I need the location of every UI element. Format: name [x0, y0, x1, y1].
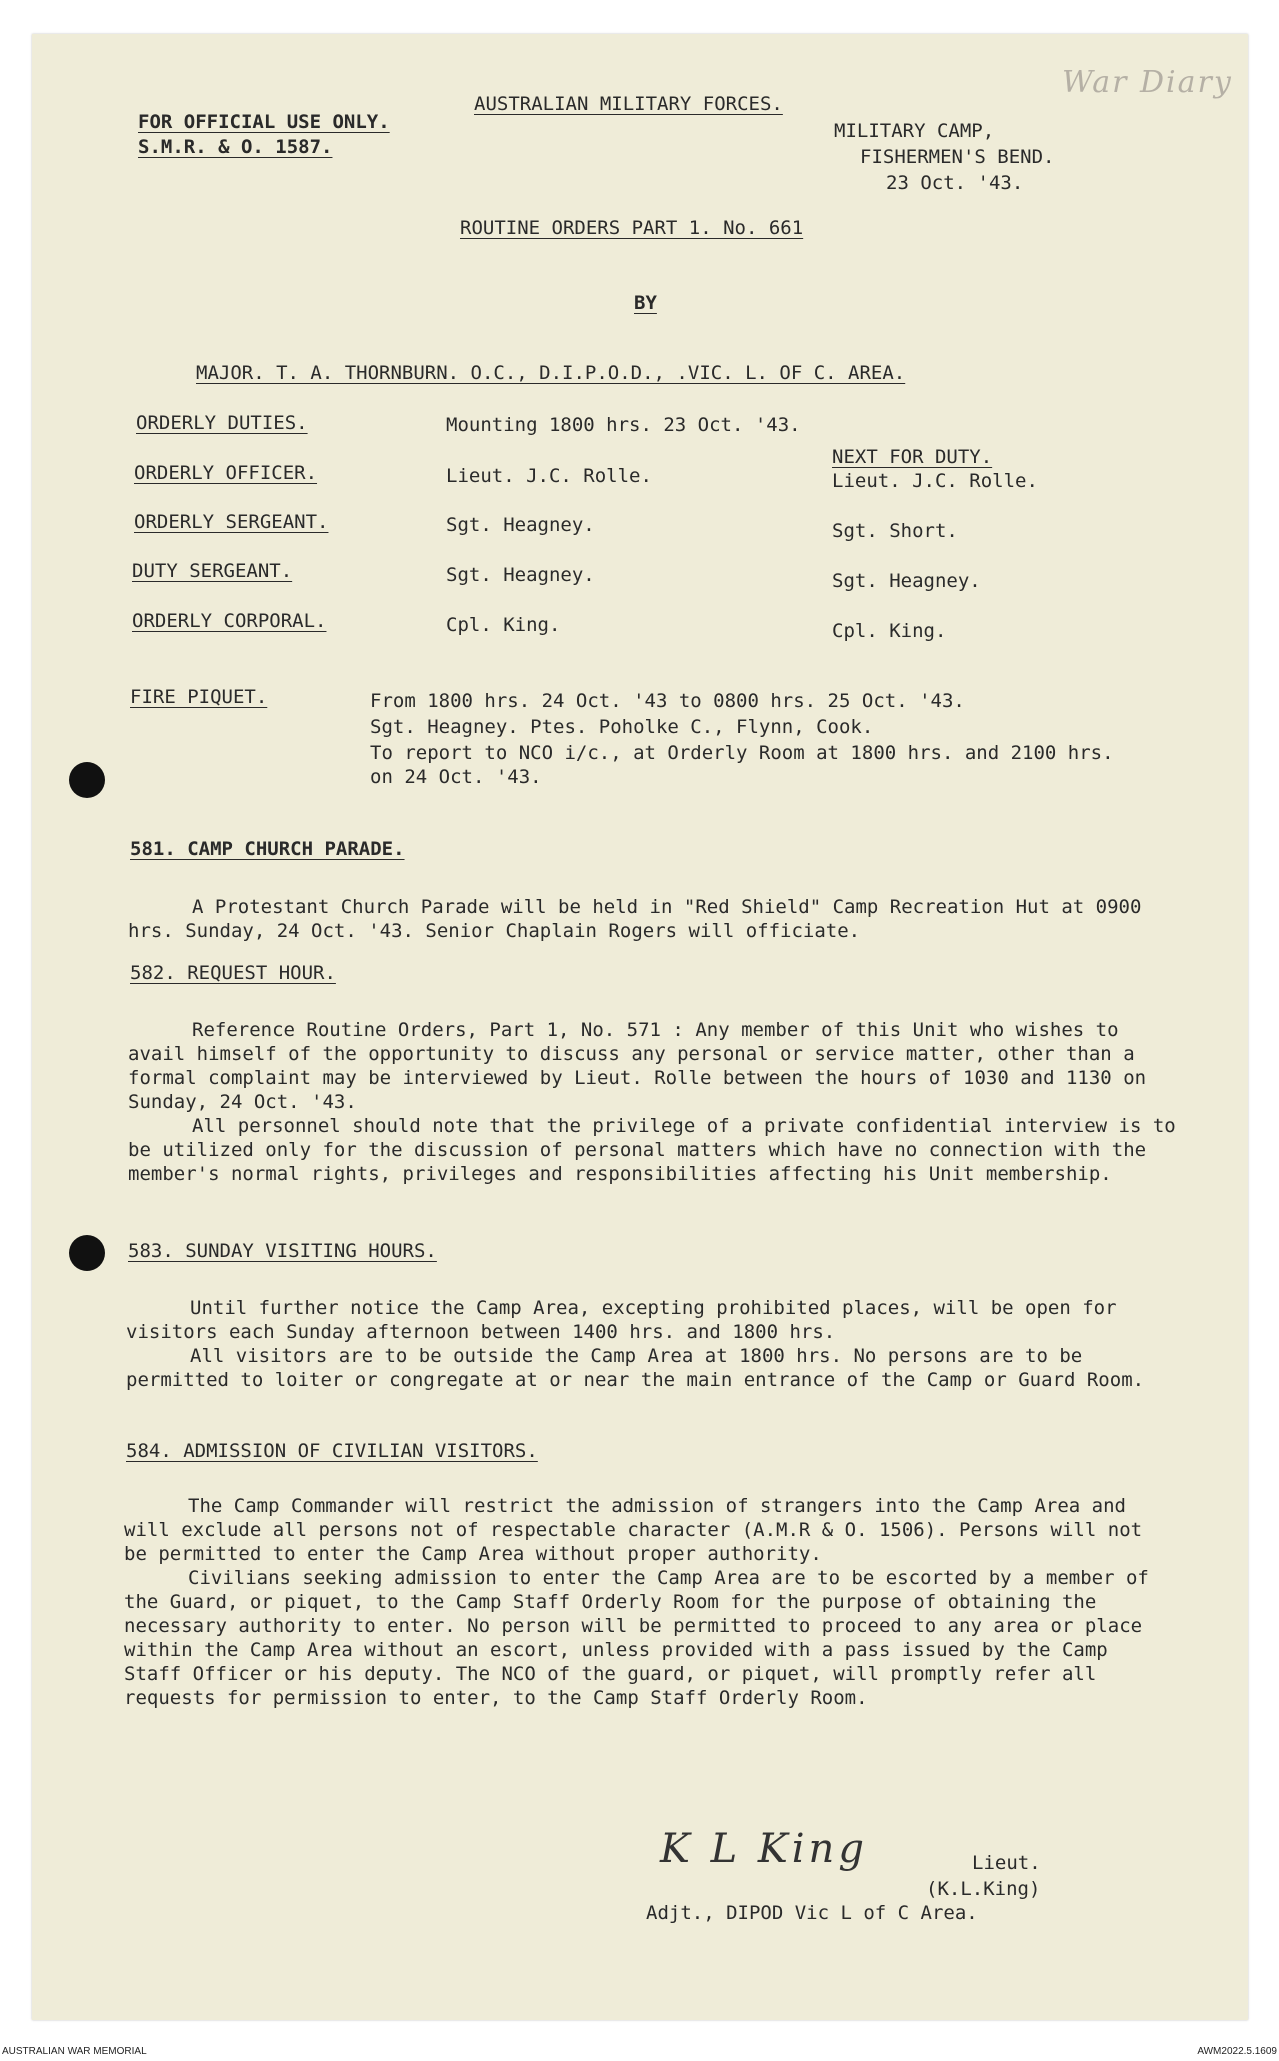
fire-piquet-line: From 1800 hrs. 24 Oct. '43 to 0800 hrs. 25 Oct. '43.: [370, 690, 965, 712]
footer-institution: AUSTRALIAN WAR MEMORIAL: [2, 2046, 147, 2057]
section-paragraph: Civilians seeking admission to enter the Camp Area are to be escorted by a member of the Guard, or piquet, to the Camp Staff Orderly Room for the purpose of obtaining the necessary authority to enter. No person will be permitted to proceed to any area or place within the Camp Area without an escort, unless provided with a pass issued by the Camp Staff Officer or his deputy. The NCO of the guard, or piquet, will promptly refer all requests for permission to enter, to the Camp Staff Orderly Room.: [124, 1567, 1149, 1709]
order-date: 23 Oct. '43.: [886, 172, 1024, 194]
duty-current: Mounting 1800 hrs. 23 Oct. '43.: [446, 414, 801, 436]
duty-label: ORDERLY DUTIES.: [136, 412, 308, 434]
duty-current: Sgt. Heagney.: [446, 564, 595, 586]
war-diary-annotation: War Diary: [1062, 65, 1233, 100]
duty-label: ORDERLY SERGEANT.: [134, 511, 329, 533]
duty-current: Lieut. J.C. Rolle.: [446, 465, 652, 487]
duty-next: Sgt. Heagney.: [832, 570, 981, 592]
next-for-duty-header: NEXT FOR DUTY.: [832, 446, 993, 468]
duty-current: Cpl. King.: [446, 614, 561, 636]
section-paragraph: All visitors are to be outside the Camp Area at 1800 hrs. No persons are to be permitted to loiter or congregate at or near the main entrance of the Camp or Guard Room.: [126, 1345, 1145, 1391]
camp-location: FISHERMEN'S BEND.: [860, 146, 1055, 168]
section-paragraph: Until further notice the Camp Area, excepting prohibited places, will be open for visitors each Sunday afternoon between 1400 hrs. and 1800 hrs.: [126, 1297, 1117, 1343]
section-heading: 581. CAMP CHURCH PARADE.: [130, 838, 405, 860]
section-paragraph: The Camp Commander will restrict the admission of strangers into the Camp Area and will exclude all persons not of respectable character (A.M.R & O. 1506). Persons will not be permitted to enter the Camp Area without proper authority.: [124, 1495, 1143, 1565]
security-classification: FOR OFFICIAL USE ONLY.: [138, 111, 390, 133]
handwritten-signature: K L King: [660, 1826, 868, 1872]
fire-piquet-line: To report to NCO i/c., at Orderly Room at 1800 hrs. and 2100 hrs.: [370, 742, 1114, 764]
duty-label: ORDERLY OFFICER.: [134, 462, 318, 484]
punch-hole-bottom: [69, 1235, 105, 1271]
fire-piquet-line: Sgt. Heagney. Ptes. Poholke C., Flynn, Cook.: [370, 716, 874, 738]
fire-piquet-label: FIRE PIQUET.: [130, 686, 268, 708]
signatory-role: Adjt., DIPOD Vic L of C Area.: [646, 1902, 978, 1924]
by-line: BY: [634, 292, 657, 314]
issuing-officer: MAJOR. T. A. THORNBURN. O.C., D.I.P.O.D., .VIC. L. OF C. AREA.: [196, 362, 906, 384]
force-heading: AUSTRALIAN MILITARY FORCES.: [474, 93, 783, 115]
duty-next: Cpl. King.: [832, 620, 947, 642]
section-heading: 583. SUNDAY VISITING HOURS.: [128, 1240, 437, 1262]
punch-hole-top: [69, 762, 105, 798]
duty-next: Sgt. Short.: [832, 520, 958, 542]
section-heading: 584. ADMISSION OF CIVILIAN VISITORS.: [126, 1440, 538, 1462]
duty-label: DUTY SERGEANT.: [132, 560, 293, 582]
section-paragraph: Reference Routine Orders, Part 1, No. 571 : Any member of this Unit who wishes to avail himself of the opportunity to discuss any personal or service matter, other than a formal complaint may be interviewed by Lieut. Rolle between the hours of 1030 and 1130 on Sunday, 24 Oct. '43.: [128, 1019, 1147, 1113]
order-title: ROUTINE ORDERS PART 1. No. 661: [460, 217, 804, 239]
camp-name: MILITARY CAMP,: [834, 120, 995, 142]
footer-reference: AWM2022.5.1609: [1197, 2046, 1277, 2057]
section-paragraph: All personnel should note that the privilege of a private confidential interview is to be utilized only for the discussion of personal matters which have no connection with the member's normal rights, privileges and responsibilities affecting his Unit membership.: [128, 1115, 1176, 1185]
duty-current: Sgt. Heagney.: [446, 514, 595, 536]
duty-label: ORDERLY CORPORAL.: [132, 610, 327, 632]
reference-number: S.M.R. & O. 1587.: [138, 136, 333, 158]
section-heading: 582. REQUEST HOUR.: [130, 962, 336, 984]
signatory-rank: Lieut.: [972, 1852, 1041, 1874]
duty-next: Lieut. J.C. Rolle.: [832, 470, 1038, 492]
fire-piquet-line: on 24 Oct. '43.: [370, 766, 542, 788]
section-paragraph: A Protestant Church Parade will be held in "Red Shield" Camp Recreation Hut at 0900 hrs. Sunday, 24 Oct. '43. Senior Chaplain Rogers will officiate.: [128, 896, 1142, 942]
signatory-name: (K.L.King): [926, 1878, 1041, 1900]
